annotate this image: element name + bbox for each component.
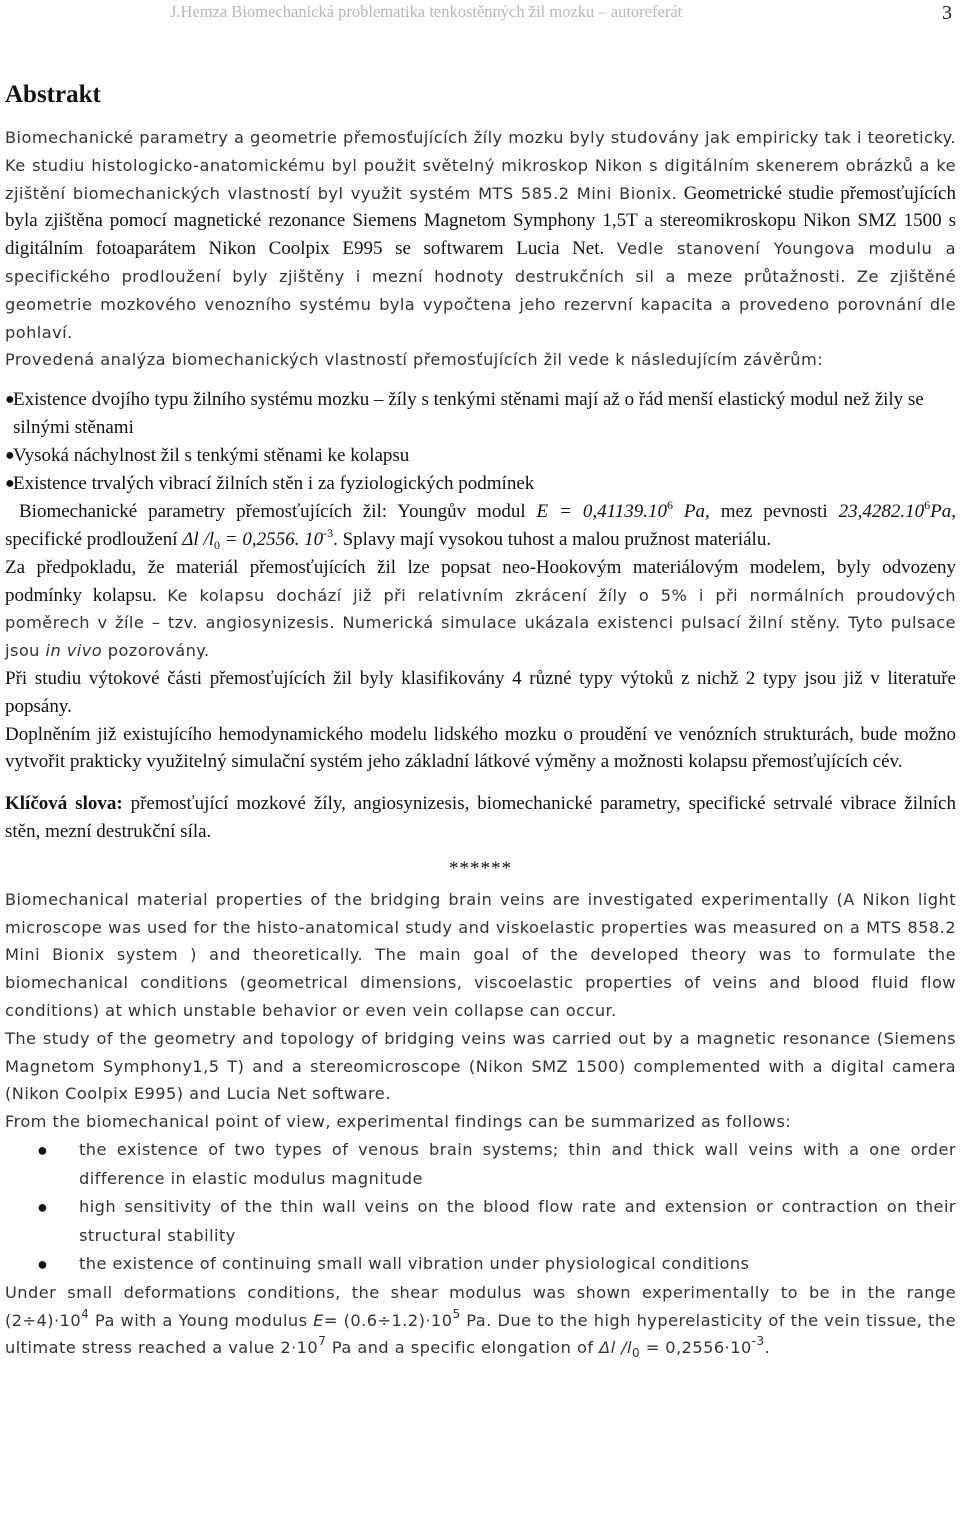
conclusion-bullet: ● Vysoká náchylnost žil s tenkými stěnami ke kolapsu [5, 442, 956, 470]
abstract-paragraph-3: Za předpokladu, že materiál přemosťujících žil lze popsat neo-Hookovým materiálovým modelem, byly odvozeny podmínky kolapsu. Ke kolapsu dochází již při relativním zkrácení žíly o 5% i při normálních proudových poměrech v žíle – tzv. angiosynizesis. Numerická simulace ukázala existenci pulsací žilní stěny. Tyto pulsace jsou in vivo pozorovány. [5, 556, 957, 661]
bullet-dot-icon: ● [37, 1139, 48, 1160]
page-number: 3 [942, 2, 952, 24]
abstract-paragraph-2: Provedená analýza biomechanických vlastností přemosťujících žil vede k následujícím závěrům: [5, 350, 824, 370]
abstract-p1-part-b: Geometrické studie přemosťujících byla zjištěna pomocí magnetické rezonance Siemens Magnetom Symphony 1,5T a stereomikroskopu Nikon SMZ 1500 s digitálním fotoaparátem Nikon Coolpix E995 se softwarem Lucia Net. [5, 182, 956, 260]
biomechanical-parameters: Biomechanické parametry přemosťujících žil: Youngův modul $E = 0,41139.10^6$ Pa, mez pevnosti 23,4282.10$^6$Pa, specifické prodloužení Δl $/l_0 = 0,2556$. $10^{-3}$. Splavy mají vysokou tuhost a malou pružnost materiálu. [5, 498, 956, 552]
conclusion-bullet: ● Existence trvalých vibrací žilních stěn i za fyziologických podmínek [5, 470, 956, 498]
bullet-dot-icon: ● [5, 391, 15, 409]
keywords-label: Klíčová slova: [5, 793, 123, 815]
bullet-dot-icon: ● [5, 475, 15, 493]
keywords-text: přemosťující mozkové žíly, angiosynizesis, biomechanické parametry, specifické setrvalé vibrace žilních stěn, mezní destrukční síla. [5, 793, 956, 842]
english-paragraph-4: Under small deformations conditions, the shear modulus was shown experimentally to be in the range $(2\div 4)\cdot 10^4$ Pa with a Young modulus $E= (0.6\div 1.2)\cdot 10^5$ Pa. Due to the high hyperelasticity of the vein tissue, the ultimate stress reached a value $2\cdot 10^7$ Pa and a specific elongation of Δl $/l_0 = 0,2556\cdot 10^{-3}$. [5, 1282, 957, 1361]
english-paragraph-2: The study of the geometry and topology of bridging veins was carried out by a magnetic resonance (Siemens Magnetom Symphony1,5 T) and a stereomicroscope (Nikon SMZ 1500) complemented with a digital camera (Nikon Coolpix E995) and Lucia Net software. [5, 1028, 956, 1104]
running-header: J.Hemza Biomechanická problematika tenkostěnných žil mozku – autoreferát [170, 2, 683, 21]
bullet-dot-icon: ● [37, 1254, 48, 1275]
abstract-p1-part-a: Biomechanické parametry a geometrie přemosťujících žíly mozku byly studovány jak empiricky tak i teoreticky. Ke studiu histologicko-anatomickému byl použit světelný mikroskop Nikon s digitálním skenerem obrázků a ke zjištění biomechanických vlastností byl využit systém MTS 585.2 Mini Bionix. [5, 128, 956, 203]
english-paragraph-1: Biomechanical material properties of the bridging brain veins are investigated experimentally (A Nikon light microscope was used for the histo-anatomical study and viskoelastic properties was measured on a MTS 858.2 Mini Bionix system ) and theoretically. The main goal of the developed theory was to formulate the biomechanical conditions (geometrical dimensions, viscoelastic properties of veins and blood fluid flow conditions) at which unstable behavior or even vein collapse can occur. [5, 889, 956, 1020]
abstract-paragraph-4: Při studiu výtokové části přemosťujících žil byly klasifikovány 4 různé typy výtoků z nichž 2 typy jsou již v literatuře popsány. [5, 667, 956, 717]
conclusion-bullet: ● Existence dvojího typu žilního systému mozku – žíly s tenkými stěnami mají až o řád menší elastický modul než žily se silnými stěnami [5, 386, 956, 442]
abstract-paragraph-5: Doplněním již existujícího hemodynamického modelu lidského mozku o proudění ve venózních strukturách, bude možno vytvořit prakticky využitelný simulační systém jeho základní látkové výměny a možnosti kolapsu přemosťujících cév. [5, 723, 956, 773]
abstract-paragraph-1 [5, 124, 956, 346]
english-bullet: ● high sensitivity of the thin wall veins on the blood flow rate and extension or contraction on their structural stability [5, 1193, 956, 1250]
abstract-p1-part-c: Vedle stanovení Youngova modulu a specifického prodloužení byly zjištěny i mezní hodnoty destrukčních sil a meze průtažnosti. Ze zjištěné geometrie mozkového venozního systému byla vypočtena jeho rezervní kapacita a provedeno porovnání dle pohlaví. [5, 239, 957, 342]
page-body [5, 80, 956, 1362]
english-bullet: ● the existence of continuing small wall vibration under physiological conditions [5, 1250, 956, 1279]
section-separator: ****** [449, 857, 512, 879]
abstract-heading: Abstrakt [5, 81, 101, 108]
keywords [5, 790, 956, 846]
english-bullet: ● the existence of two types of venous brain systems; thin and thick wall veins with a one order difference in elastic modulus magnitude [5, 1136, 956, 1193]
english-paragraph-3: From the biomechanical point of view, experimental findings can be summarized as follows: [5, 1112, 792, 1132]
bullet-dot-icon: ● [37, 1197, 48, 1218]
bullet-dot-icon: ● [5, 447, 15, 465]
